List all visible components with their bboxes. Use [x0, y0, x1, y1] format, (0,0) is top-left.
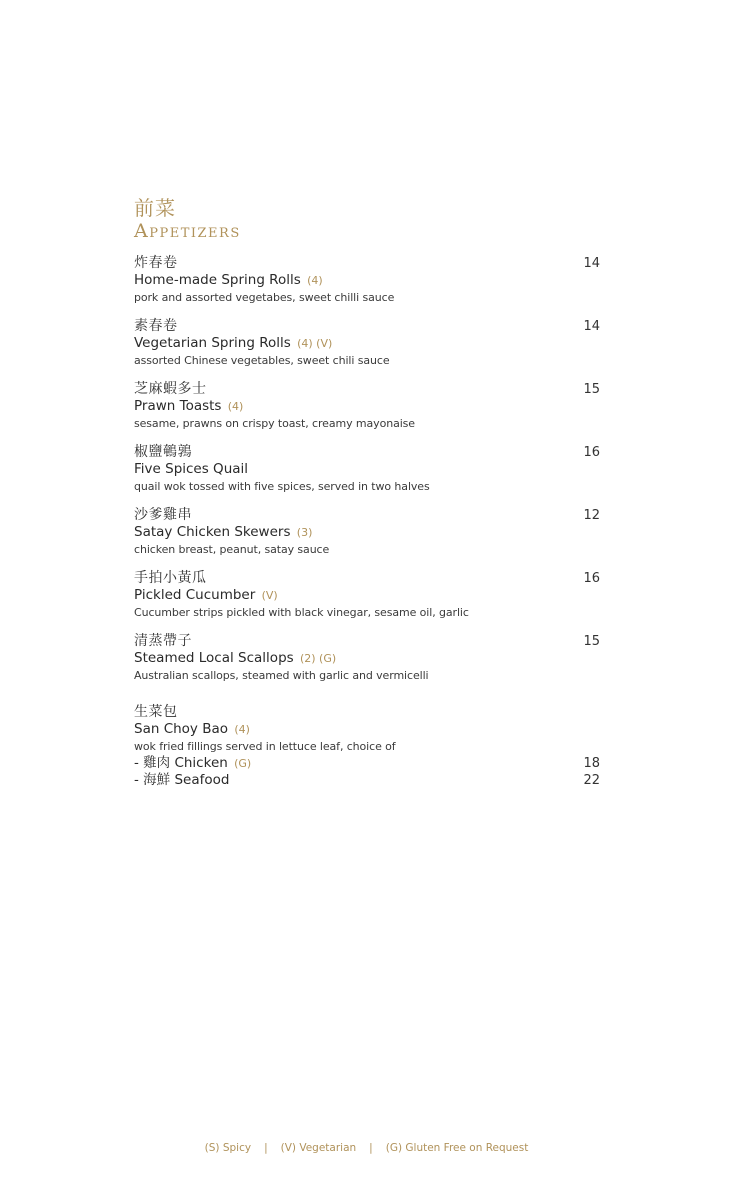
item-tags: (4) — [234, 723, 250, 736]
dietary-legend — [0, 1141, 733, 1155]
option-tags: (G) — [234, 757, 252, 770]
legend-separator: | — [369, 1142, 373, 1154]
item-price: 15 — [583, 382, 600, 397]
item-name — [134, 272, 600, 289]
item-description: sesame, prawns on crispy toast, creamy mayonaise — [134, 417, 415, 430]
menu-item-san-choy-bao — [134, 704, 600, 789]
option-seafood — [134, 772, 600, 789]
section-header — [134, 196, 241, 242]
option-label: - 雞肉 Chicken — [134, 755, 228, 771]
menu-item-satay-chicken-skewers — [134, 507, 600, 558]
item-name — [134, 524, 600, 541]
option-price: 18 — [583, 756, 600, 771]
item-name — [134, 398, 600, 415]
item-description: assorted Chinese vegetables, sweet chili sauce — [134, 354, 390, 367]
item-name-text: Five Spices Quail — [134, 461, 249, 477]
item-name-text: Steamed Local Scallops — [134, 650, 294, 666]
item-price: 14 — [583, 319, 600, 334]
menu-item-prawn-toasts — [134, 381, 600, 432]
item-description: Australian scallops, steamed with garlic and vermicelli — [134, 669, 429, 682]
item-name-text: Prawn Toasts — [134, 398, 222, 414]
item-tags: (4) — [227, 400, 244, 413]
item-tags: (V) — [261, 589, 278, 602]
item-description: wok fried fillings served in lettuce leaf, choice of — [134, 740, 396, 753]
item-chinese-name: 炸春卷 — [134, 255, 178, 271]
item-tags: (2) (G) — [299, 652, 337, 665]
section-title-english: Appetizers — [134, 220, 241, 242]
item-price: 16 — [583, 445, 600, 460]
item-description: pork and assorted vegetabes, sweet chilli sauce — [134, 291, 395, 304]
item-name — [134, 587, 600, 604]
item-name-text: Satay Chicken Skewers — [134, 524, 291, 540]
item-name-text: Pickled Cucumber — [134, 587, 256, 603]
item-price: 16 — [583, 571, 600, 586]
item-price: 12 — [583, 508, 600, 523]
legend-separator: | — [264, 1142, 268, 1154]
legend-spicy: (S) Spicy — [204, 1142, 252, 1154]
item-name-text: San Choy Bao — [134, 721, 229, 737]
option-label: - 海鮮 Seafood — [134, 772, 230, 788]
section-title-chinese: 前菜 — [134, 196, 176, 220]
item-chinese-name: 手拍小黃瓜 — [134, 570, 207, 586]
item-tags: (3) — [296, 526, 313, 539]
menu-item-five-spices-quail — [134, 444, 600, 495]
item-name — [134, 461, 600, 478]
item-tags: (4) — [307, 274, 323, 287]
item-tags: (4) (V) — [297, 337, 333, 350]
item-description: Cucumber strips pickled with black vinegar, sesame oil, garlic — [134, 606, 469, 619]
item-chinese-name: 清蒸帶子 — [134, 633, 192, 649]
item-price: 14 — [583, 256, 600, 271]
option-chicken — [134, 755, 600, 772]
item-name — [134, 721, 600, 738]
item-name-text: Vegetarian Spring Rolls — [134, 335, 291, 351]
item-description: chicken breast, peanut, satay sauce — [134, 543, 330, 556]
menu-item-steamed-local-scallops — [134, 633, 600, 684]
item-price: 15 — [583, 634, 600, 649]
menu-item-pickled-cucumber — [134, 570, 600, 621]
option-price: 22 — [583, 773, 600, 788]
legend-vegetarian: (V) Vegetarian — [280, 1142, 357, 1154]
item-name — [134, 650, 600, 667]
legend-gluten-free: (G) Gluten Free on Request — [385, 1142, 529, 1154]
item-chinese-name: 生菜包 — [134, 704, 178, 720]
item-name — [134, 335, 600, 352]
item-chinese-name: 素春卷 — [134, 318, 178, 334]
item-chinese-name: 沙爹雞串 — [134, 507, 192, 523]
item-description: quail wok tossed with five spices, served in two halves — [134, 480, 430, 493]
item-chinese-name: 芝麻蝦多士 — [134, 381, 207, 397]
item-name-text: Home-made Spring Rolls — [134, 272, 301, 288]
menu-item-vegetarian-spring-rolls — [134, 318, 600, 369]
item-chinese-name: 椒鹽鵪鶉 — [134, 444, 192, 460]
menu-item-spring-rolls — [134, 255, 600, 306]
